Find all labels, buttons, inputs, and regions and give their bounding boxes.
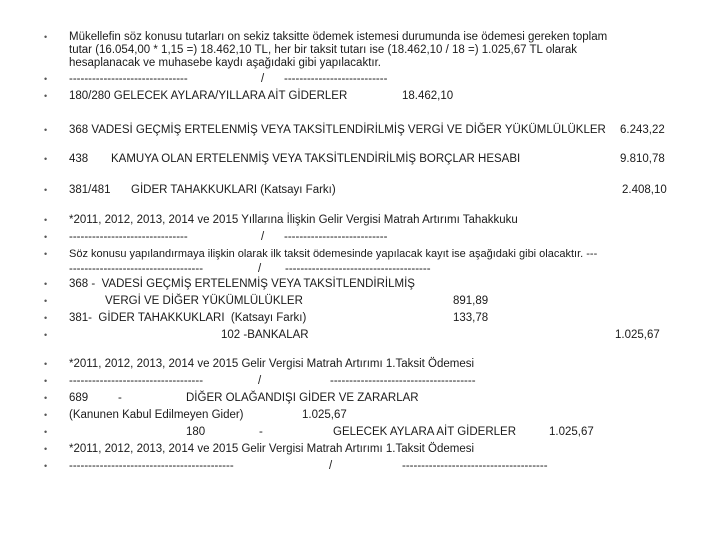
bullet: • xyxy=(44,249,48,259)
bullet: • xyxy=(44,125,48,135)
p1-separator-left: ------------------------------- xyxy=(69,73,188,85)
p5-separator-right: --------------------------- xyxy=(284,231,388,243)
bullet: • xyxy=(44,232,48,242)
p5-separator-slash: / xyxy=(261,231,265,243)
p5-line3: Söz konusu yapılandırmaya ilişkin olarak ilk taksit ödemesinde yapılacak kayıt ise aşağıdaki gibi olacaktır. --- xyxy=(69,248,598,260)
p5-entry2-label: 381- GİDER TAHAKKUKLARI (Katsayı Farkı) xyxy=(69,312,307,324)
p6-line6: *2011, 2012, 2013, 2014 ve 2015 Gelir Vergisi Matrah Artırımı 1.Taksit Ödemesi xyxy=(69,443,475,455)
p3-amount: 9.810,78 xyxy=(620,153,665,165)
bullet: • xyxy=(44,185,48,195)
p5-entry3-amount: 1.025,67 xyxy=(615,329,660,341)
p6-entry2-amount: 1.025,67 xyxy=(549,426,594,438)
p6-last-separator-right: -------------------------------------- xyxy=(402,460,548,472)
p6-entry1-code: 689 xyxy=(69,392,89,404)
bullet: • xyxy=(44,427,48,437)
p1-separator-slash: / xyxy=(261,73,265,85)
p5-entry1-label2: VERGİ VE DİĞER YÜKÜMLÜLÜKLER xyxy=(105,295,303,307)
bullet: • xyxy=(44,296,48,306)
p6-entry2-dash: - xyxy=(259,426,263,438)
p5-line4-slash: / xyxy=(258,263,262,275)
p2-amount: 6.243,22 xyxy=(620,124,665,136)
bullet: • xyxy=(44,410,48,420)
p6-entry1-dash: - xyxy=(118,392,122,404)
p4-label: GİDER TAHAKKUKLARI (Katsayı Farkı) xyxy=(131,184,336,196)
p2-label: 368 VADESİ GEÇMİŞ ERTELENMİŞ VEYA TAKSİTLENDİRİLMİŞ VERGİ VE DİĞER YÜKÜMLÜLÜKLER xyxy=(69,124,606,136)
bullet: • xyxy=(44,74,48,84)
p5-line4-right: -------------------------------------- xyxy=(285,263,431,275)
p6-entry2-code: 180 xyxy=(186,426,206,438)
p5-line4-left: ----------------------------------- xyxy=(69,263,204,275)
p3-label: KAMUYA OLAN ERTELENMİŞ VEYA TAKSİTLENDİRİLMİŞ BORÇLAR HESABI xyxy=(111,153,521,165)
p1-entry-amount: 18.462,10 xyxy=(402,90,454,102)
p1-entry-label: 180/280 GELECEK AYLARA/YILLARA AİT GİDERLER xyxy=(69,90,348,102)
p6-separator-slash: / xyxy=(258,375,262,387)
p1-separator-right: --------------------------- xyxy=(284,73,388,85)
p6-separator-right: -------------------------------------- xyxy=(330,375,476,387)
p6-entry1-amount: 1.025,67 xyxy=(302,409,347,421)
p1-line3: hesaplanacak ve muhasebe kaydı aşağıdaki gibi yapılacaktır. xyxy=(69,57,381,69)
p6-line1: *2011, 2012, 2013, 2014 ve 2015 Gelir Vergisi Matrah Artırımı 1.Taksit Ödemesi xyxy=(69,358,475,370)
p5-line1: *2011, 2012, 2013, 2014 ve 2015 Yıllarına İlişkin Gelir Vergisi Matrah Artırımı Tahakkuku xyxy=(69,214,518,226)
bullet: • xyxy=(44,279,48,289)
p6-entry2-label: GELECEK AYLARA AİT GİDERLER xyxy=(333,426,517,438)
bullet: • xyxy=(44,154,48,164)
bullet: • xyxy=(44,313,48,323)
bullet: • xyxy=(44,444,48,454)
bullet: • xyxy=(44,32,48,42)
bullet: • xyxy=(44,215,48,225)
p6-last-separator-slash: / xyxy=(329,460,333,472)
p3-code: 438 xyxy=(69,153,89,165)
bullet: • xyxy=(44,376,48,386)
bullet: • xyxy=(44,461,48,471)
p5-separator-left: ------------------------------- xyxy=(69,231,188,243)
p6-entry1-label: DİĞER OLAĞANDIŞI GİDER VE ZARARLAR xyxy=(186,392,419,404)
p5-entry1-label: 368 - VADESİ GEÇMİŞ ERTELENMİŞ VEYA TAKSİTLENDİRİLMİŞ xyxy=(69,278,415,290)
p1-line2: tutar (16.054,00 * 1,15 =) 18.462,10 TL, her bir taksit tutarı ise (18.462,10 / 18 =) 1.025,67 TL olarak xyxy=(69,44,578,56)
p4-amount: 2.408,10 xyxy=(622,184,667,196)
p4-code: 381/481 xyxy=(69,184,111,196)
bullet: • xyxy=(44,91,48,101)
bullet: • xyxy=(44,393,48,403)
p6-entry1-sub: (Kanunen Kabul Edilmeyen Gider) xyxy=(69,409,244,421)
p5-entry2-amount: 133,78 xyxy=(453,312,489,324)
p5-entry3-label: 102 -BANKALAR xyxy=(221,329,309,341)
p6-separator-left: ----------------------------------- xyxy=(69,375,204,387)
bullet: • xyxy=(44,330,48,340)
bullet: • xyxy=(44,359,48,369)
p5-entry1-amount: 891,89 xyxy=(453,295,489,307)
p1-line1: Mükellefin söz konusu tutarları on sekiz taksitte ödemek istemesi durumunda ise ödemesi gereken toplam xyxy=(69,31,608,43)
p6-last-separator-left: ------------------------------------------- xyxy=(69,460,234,472)
